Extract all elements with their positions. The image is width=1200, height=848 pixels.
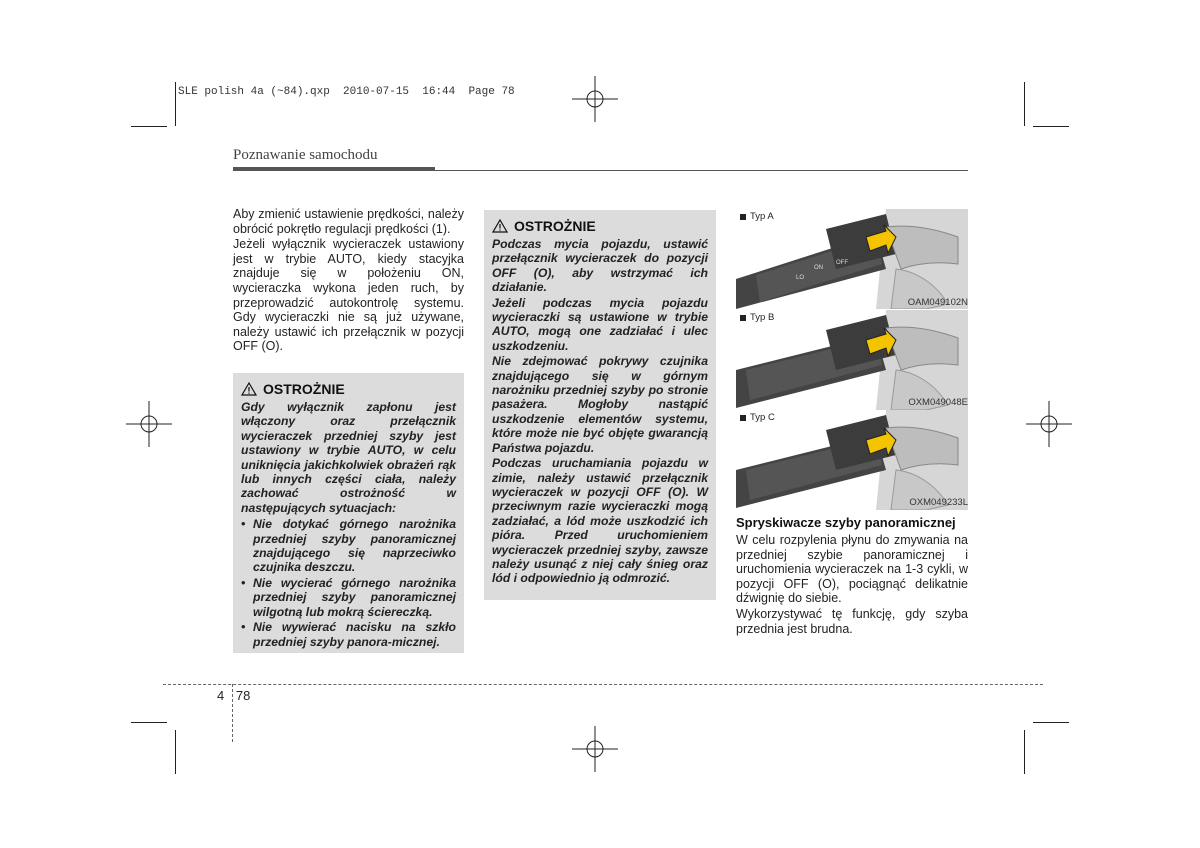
header-rule (435, 170, 968, 171)
header-rule (233, 167, 435, 171)
page-title: Poznawanie samochodu (233, 147, 378, 163)
column-3-text (736, 533, 968, 637)
svg-text:OFF: OFF (836, 260, 848, 266)
crop-mark (1033, 722, 1069, 723)
paragraph: Nie zdejmować pokrywy czujnika znajdującego się w górnym narożniku przedniej szyby po stronie pasażera. Mogłoby nastąpić uszkodzenie elementów systemu, które może nie być objęte gwarancją Państwa pojazdu. (492, 354, 708, 455)
caution-list (241, 517, 456, 649)
crop-mark (131, 722, 167, 723)
figure-type-b (736, 310, 968, 410)
caution-title-text: OSTROŻNIE (263, 381, 345, 397)
registration-mark-icon (126, 401, 172, 447)
wiper-switch-illustration (736, 209, 968, 309)
wiper-switch-illustration (736, 410, 968, 510)
figure-label-text: Typ A (750, 211, 774, 222)
crop-mark (175, 82, 176, 126)
paragraph: Aby zmienić ustawienie prędkości, należy obrócić pokrętło regulacji prędkości (1). (233, 207, 464, 236)
figure-type-a (736, 209, 968, 309)
figure-code: OXM049233L (909, 497, 968, 508)
warning-triangle-icon (492, 219, 508, 233)
paragraph: Podczas uruchamiania pojazdu w zimie, należy ustawić przełącznik wycieraczek w pozycji OFF (O). W przeciwnym razie wycieraczki mogą zadziałać, a lód może uszkodzić ich pióra. Przed uruchomieniem wycieraczek przedniej szyby, zawsze należy usunąć z niej cały śnieg oraz lód i odpowiednio ją odmrozić. (492, 456, 708, 586)
warning-triangle-icon (241, 382, 257, 396)
figure-label-text: Typ C (750, 412, 775, 423)
caution-intro: Gdy wyłącznik zapłonu jest włączony oraz przełącznik wycieraczek przedniej szyby jest ustawiony w trybie AUTO, w celu uniknięcia jakichkolwiek obrażeń rąk lub innych części ciała, należy zachować ostrożność w następujących sytuacjach: (241, 400, 456, 515)
caution-title (492, 218, 708, 234)
wiper-switch-illustration (736, 310, 968, 410)
page-number-value: 78 (235, 688, 251, 703)
paragraph: Podczas mycia pojazdu, ustawić przełącznik wycieraczek do pozycji OFF (O), aby wstrzymać ich działanie. (492, 237, 708, 295)
caution-box (233, 373, 464, 653)
page-number (217, 688, 250, 703)
section-heading: Spryskiwacze szyby panoramicznej (736, 515, 956, 530)
caution-title (241, 381, 456, 397)
svg-text:ON: ON (814, 265, 823, 271)
footer-rule (163, 684, 1043, 685)
crop-mark (1024, 82, 1025, 126)
crop-mark (1024, 730, 1025, 774)
paragraph: Wykorzystywać tę funkcję, gdy szyba przednia jest brudna. (736, 606, 968, 636)
paragraph: Jeżeli wyłącznik wycieraczek ustawiony jest w trybie AUTO, kiedy stacyjka znajduje się w położeniu ON, wycieraczka wykona jeden ruch, by przeprowadzić autokontrolę systemu. Gdy wycieraczki nie są już używane, należy ustawić ich przełącznik w pozycji OFF (O). (233, 237, 464, 354)
list-item: • Nie dotykać górnego narożnika przedniej szyby panoramicznej znajdującego się naprzeciwko czujnika deszczu. (241, 517, 456, 575)
paragraph: W celu rozpylenia płynu do zmywania na przedniej szybie panoramicznej i uruchomienia wycieraczek na 1-3 cykli, w pozycji OFF (O), pociągnąć delikatnie dźwignię do siebie. (736, 533, 968, 606)
figure-code: OXM049048E (908, 397, 968, 408)
caution-text (241, 400, 456, 649)
registration-mark-icon (572, 726, 618, 772)
svg-text:LO: LO (796, 275, 805, 281)
caution-box (484, 210, 716, 600)
list-item: • Nie wycierać górnego narożnika przedniej szyby panoramicznej wilgotną lub mokrą ściereczką. (241, 576, 456, 619)
caution-text (492, 237, 708, 586)
paragraph: Jeżeli podczas mycia pojazdu wycieraczki są ustawione w trybie AUTO, mogą one zadziałać i ulec uszkodzeniu. (492, 295, 708, 353)
crop-mark (1033, 126, 1069, 127)
column-1-text (233, 207, 464, 355)
print-slug: SLE polish 4a (~84).qxp 2010-07-15 16:44 Page 78 (178, 86, 515, 98)
list-item: • Nie wywierać nacisku na szkło przedniej szyby panora-micznej. (241, 620, 456, 649)
chapter-number: 4 (217, 688, 225, 703)
caution-title-text: OSTROŻNIE (514, 218, 596, 234)
figure-code: OAM049102N (907, 297, 968, 308)
figure-type-c (736, 410, 968, 510)
registration-mark-icon (1026, 401, 1072, 447)
crop-mark (131, 126, 167, 127)
registration-mark-icon (572, 76, 618, 122)
figure-label-text: Typ B (750, 312, 775, 323)
crop-mark (175, 730, 176, 774)
